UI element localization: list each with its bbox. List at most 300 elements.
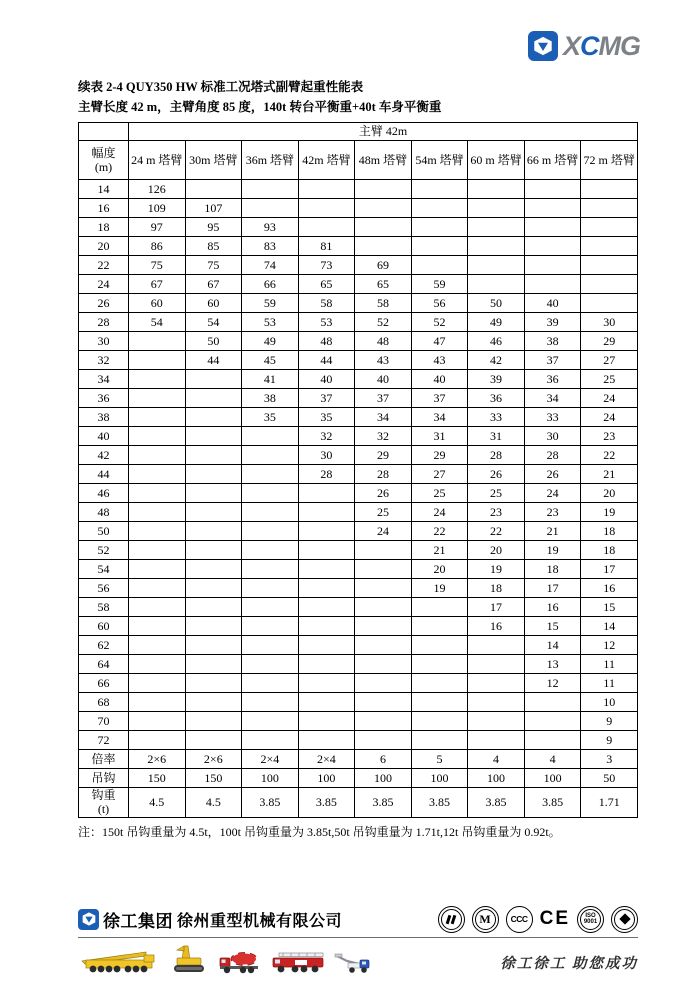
load-cell: 37	[355, 389, 412, 408]
row-label: 48	[79, 503, 129, 522]
load-cell: 22	[581, 446, 638, 465]
xcmg-emblem-icon	[528, 31, 558, 61]
load-cell: 28	[524, 446, 581, 465]
load-cell: 9	[581, 731, 638, 750]
load-cell: 4.5	[129, 788, 186, 818]
company-logo-text: 徐工集团	[103, 911, 173, 931]
footnote: 注：150t 吊钩重量为 4.5t，100t 吊钩重量为 3.85t,50t 吊钩重量为 1.71t,12t 吊钩重量为 0.92t。	[78, 825, 561, 839]
load-cell: 17	[468, 598, 525, 617]
load-cell	[581, 199, 638, 218]
load-cell	[468, 636, 525, 655]
load-cell: 69	[355, 256, 412, 275]
column-header: 36m 塔臂	[242, 141, 299, 180]
load-cell	[468, 731, 525, 750]
load-cell	[355, 598, 412, 617]
load-cell: 52	[355, 313, 412, 332]
load-cell: 18	[524, 560, 581, 579]
company-block	[78, 907, 342, 932]
xcmg-emblem-small-icon	[78, 909, 99, 930]
column-header: 66 m 塔臂	[524, 141, 581, 180]
load-cell	[355, 693, 412, 712]
load-cell	[242, 180, 299, 199]
load-cell	[411, 199, 468, 218]
load-cell	[355, 674, 412, 693]
load-cell	[355, 655, 412, 674]
table-row	[79, 484, 638, 503]
load-cell	[185, 180, 242, 199]
load-cell	[468, 199, 525, 218]
load-cell: 2×6	[129, 750, 186, 769]
mixer-truck-image	[218, 944, 262, 976]
load-cell: 16	[524, 598, 581, 617]
load-cell	[581, 218, 638, 237]
load-cell	[468, 256, 525, 275]
load-cell: 50	[468, 294, 525, 313]
load-cell	[129, 636, 186, 655]
load-cell	[468, 693, 525, 712]
load-cell: 54	[185, 313, 242, 332]
load-cell	[242, 693, 299, 712]
load-cell	[242, 674, 299, 693]
table-row	[79, 237, 638, 256]
load-cell: 44	[298, 351, 355, 370]
load-cell	[581, 294, 638, 313]
load-cell: 23	[524, 503, 581, 522]
load-cell	[185, 560, 242, 579]
load-cell: 3.85	[411, 788, 468, 818]
load-cell	[524, 180, 581, 199]
row-label: 14	[79, 180, 129, 199]
load-cell: 5	[411, 750, 468, 769]
load-cell: 2×4	[242, 750, 299, 769]
load-cell	[185, 655, 242, 674]
load-cell: 81	[298, 237, 355, 256]
load-cell: 31	[411, 427, 468, 446]
table-row	[79, 446, 638, 465]
load-cell	[298, 674, 355, 693]
load-cell: 126	[129, 180, 186, 199]
load-cell: 12	[524, 674, 581, 693]
load-cell	[185, 465, 242, 484]
load-cell	[524, 712, 581, 731]
load-cell: 43	[411, 351, 468, 370]
load-cell: 17	[581, 560, 638, 579]
load-cell: 48	[355, 332, 412, 351]
table-row	[79, 579, 638, 598]
load-cell	[185, 712, 242, 731]
load-cell: 16	[468, 617, 525, 636]
load-cell: 11	[581, 674, 638, 693]
load-cell: 100	[355, 769, 412, 788]
table-row	[79, 731, 638, 750]
table-row	[79, 332, 638, 351]
load-cell: 18	[581, 541, 638, 560]
load-cell: 4	[524, 750, 581, 769]
load-cell: 24	[524, 484, 581, 503]
load-cell	[185, 731, 242, 750]
table-row	[79, 351, 638, 370]
load-cell: 6	[355, 750, 412, 769]
load-cell	[185, 389, 242, 408]
load-cell: 25	[411, 484, 468, 503]
load-cell	[298, 655, 355, 674]
load-cell: 22	[411, 522, 468, 541]
load-cell	[129, 712, 186, 731]
row-label: 72	[79, 731, 129, 750]
load-cell: 83	[242, 237, 299, 256]
load-cell	[298, 522, 355, 541]
wordmark-mg: MG	[598, 31, 641, 61]
load-cell	[185, 370, 242, 389]
load-cell: 21	[411, 541, 468, 560]
load-cell: 74	[242, 256, 299, 275]
load-cell: 40	[411, 370, 468, 389]
load-cell: 3.85	[355, 788, 412, 818]
load-cell	[129, 598, 186, 617]
load-cell: 75	[129, 256, 186, 275]
load-cell: 67	[129, 275, 186, 294]
table-row	[79, 674, 638, 693]
load-cell: 20	[411, 560, 468, 579]
load-cell	[129, 731, 186, 750]
load-cell	[298, 560, 355, 579]
load-cell	[185, 446, 242, 465]
load-cell: 36	[524, 370, 581, 389]
load-cell: 3.85	[298, 788, 355, 818]
load-cell: 24	[581, 408, 638, 427]
load-cell	[129, 617, 186, 636]
load-cell	[468, 655, 525, 674]
load-cell	[298, 199, 355, 218]
load-cell	[581, 237, 638, 256]
load-cell	[298, 218, 355, 237]
load-cell: 24	[411, 503, 468, 522]
load-cell	[185, 503, 242, 522]
export-quality-seal-icon	[438, 906, 465, 933]
table-row	[79, 560, 638, 579]
table-row	[79, 788, 638, 818]
load-cell: 3.85	[242, 788, 299, 818]
load-cell	[242, 598, 299, 617]
load-cell: 22	[468, 522, 525, 541]
load-cell: 53	[298, 313, 355, 332]
column-header: 72 m 塔臂	[581, 141, 638, 180]
load-cell: 109	[129, 199, 186, 218]
table-row	[79, 769, 638, 788]
load-cell	[298, 503, 355, 522]
table-row	[79, 218, 638, 237]
load-cell	[185, 541, 242, 560]
load-cell	[242, 427, 299, 446]
m-certification-seal-icon	[472, 906, 499, 933]
load-cell: 59	[411, 275, 468, 294]
table-row	[79, 750, 638, 769]
load-cell	[411, 237, 468, 256]
load-cell: 32	[355, 427, 412, 446]
load-cell: 19	[468, 560, 525, 579]
xcmg-wordmark	[563, 31, 640, 61]
load-cell	[185, 598, 242, 617]
row-label: 40	[79, 427, 129, 446]
load-cell: 26	[524, 465, 581, 484]
table-row	[79, 408, 638, 427]
load-cell: 39	[468, 370, 525, 389]
load-cell: 40	[524, 294, 581, 313]
load-cell: 59	[242, 294, 299, 313]
load-cell	[411, 712, 468, 731]
table-row	[79, 275, 638, 294]
seal-mark	[446, 914, 456, 924]
ccc-mark-icon	[506, 906, 533, 933]
row-label: 70	[79, 712, 129, 731]
load-cell	[129, 427, 186, 446]
load-cell	[298, 693, 355, 712]
table-row	[79, 199, 638, 218]
footer-divider	[78, 937, 638, 938]
table-row	[79, 465, 638, 484]
seal-ring	[580, 909, 601, 930]
load-cell: 34	[355, 408, 412, 427]
load-cell: 14	[524, 636, 581, 655]
load-cell: 49	[242, 332, 299, 351]
corner-cell	[79, 123, 129, 141]
table-row	[79, 503, 638, 522]
column-header: 42m 塔臂	[298, 141, 355, 180]
load-cell	[242, 199, 299, 218]
load-cell: 43	[355, 351, 412, 370]
load-cell: 29	[581, 332, 638, 351]
load-cell	[298, 579, 355, 598]
load-cell	[468, 275, 525, 294]
load-cell	[185, 522, 242, 541]
load-cell: 28	[298, 465, 355, 484]
load-cell: 100	[411, 769, 468, 788]
load-cell: 1.71	[581, 788, 638, 818]
load-cell: 60	[185, 294, 242, 313]
load-cell: 25	[355, 503, 412, 522]
table-row	[79, 636, 638, 655]
load-cell	[524, 237, 581, 256]
table-row	[79, 541, 638, 560]
load-cell	[411, 256, 468, 275]
row-label: 24	[79, 275, 129, 294]
load-cell	[242, 446, 299, 465]
row-label: 18	[79, 218, 129, 237]
load-cell	[298, 731, 355, 750]
main-boom-span-header: 主臂 42m	[129, 123, 638, 141]
row-label: 钩重 (t)	[79, 788, 129, 818]
brand-slogan: 徐工徐工 助您成功	[500, 956, 638, 972]
load-cell: 19	[411, 579, 468, 598]
load-cell: 13	[524, 655, 581, 674]
load-cell: 20	[468, 541, 525, 560]
load-cell: 73	[298, 256, 355, 275]
load-cell	[355, 180, 412, 199]
row-label: 34	[79, 370, 129, 389]
load-cell: 37	[411, 389, 468, 408]
load-cell	[355, 617, 412, 636]
load-cell	[298, 484, 355, 503]
load-cell: 20	[581, 484, 638, 503]
load-cell: 47	[411, 332, 468, 351]
row-label: 36	[79, 389, 129, 408]
load-cell: 2×6	[185, 750, 242, 769]
load-cell	[242, 617, 299, 636]
load-cell: 39	[524, 313, 581, 332]
row-label: 44	[79, 465, 129, 484]
table-body	[79, 180, 638, 818]
load-cell: 44	[185, 351, 242, 370]
table-row	[79, 693, 638, 712]
load-cell	[524, 693, 581, 712]
table-row	[79, 313, 638, 332]
load-cell: 75	[185, 256, 242, 275]
load-cell: 100	[242, 769, 299, 788]
load-cell	[298, 541, 355, 560]
row-label: 20	[79, 237, 129, 256]
load-cell	[298, 636, 355, 655]
row-label: 30	[79, 332, 129, 351]
load-cell	[411, 218, 468, 237]
row-label: 54	[79, 560, 129, 579]
load-cell	[129, 693, 186, 712]
load-cell	[468, 674, 525, 693]
load-cell	[468, 237, 525, 256]
load-cell: 45	[242, 351, 299, 370]
load-cell: 27	[581, 351, 638, 370]
load-cell: 3.85	[468, 788, 525, 818]
load-cell	[524, 731, 581, 750]
load-cell	[355, 237, 412, 256]
load-chart-table	[78, 122, 638, 818]
load-cell: 60	[129, 294, 186, 313]
load-cell	[411, 617, 468, 636]
row-label: 50	[79, 522, 129, 541]
load-cell	[242, 655, 299, 674]
table-row	[79, 655, 638, 674]
column-header: 30m 塔臂	[185, 141, 242, 180]
load-cell: 49	[468, 313, 525, 332]
load-cell: 24	[355, 522, 412, 541]
load-cell	[524, 218, 581, 237]
load-cell	[129, 465, 186, 484]
product-images	[80, 944, 374, 976]
load-cell	[129, 541, 186, 560]
load-cell	[524, 256, 581, 275]
load-cell: 100	[468, 769, 525, 788]
load-cell	[129, 408, 186, 427]
load-cell: 19	[581, 503, 638, 522]
row-label: 26	[79, 294, 129, 313]
load-cell: 34	[411, 408, 468, 427]
load-cell	[355, 218, 412, 237]
load-cell	[129, 446, 186, 465]
load-cell	[355, 731, 412, 750]
load-cell: 56	[411, 294, 468, 313]
column-header: 48m 塔臂	[355, 141, 412, 180]
load-cell	[185, 408, 242, 427]
load-cell: 58	[298, 294, 355, 313]
row-label: 22	[79, 256, 129, 275]
load-cell	[411, 655, 468, 674]
load-cell	[129, 332, 186, 351]
wordmark-x: X	[563, 31, 581, 61]
amplitude-header: 幅度 (m)	[79, 141, 129, 180]
load-cell: 29	[355, 446, 412, 465]
ce-mark-icon	[540, 908, 570, 930]
load-cell: 50	[581, 769, 638, 788]
load-cell: 10	[581, 693, 638, 712]
page-title: 续表 2-4 QUY350 HW 标准工况塔式副臂起重性能表	[78, 80, 364, 94]
load-cell	[468, 712, 525, 731]
load-cell: 15	[581, 598, 638, 617]
load-cell	[129, 579, 186, 598]
load-cell: 33	[524, 408, 581, 427]
load-cell: 107	[185, 199, 242, 218]
load-cell	[411, 674, 468, 693]
load-cell: 150	[129, 769, 186, 788]
load-cell: 100	[298, 769, 355, 788]
load-cell	[524, 199, 581, 218]
load-cell	[242, 579, 299, 598]
table-row	[79, 370, 638, 389]
load-cell: 100	[524, 769, 581, 788]
row-label: 68	[79, 693, 129, 712]
load-cell	[185, 693, 242, 712]
load-cell: 53	[242, 313, 299, 332]
xcmg-logo	[528, 31, 640, 61]
load-cell	[185, 636, 242, 655]
load-cell	[524, 275, 581, 294]
load-cell: 19	[524, 541, 581, 560]
table-row	[79, 522, 638, 541]
load-cell: 26	[355, 484, 412, 503]
row-label: 吊钩	[79, 769, 129, 788]
load-cell: 33	[468, 408, 525, 427]
row-label: 52	[79, 541, 129, 560]
load-cell: 66	[242, 275, 299, 294]
load-cell: 18	[468, 579, 525, 598]
load-cell	[411, 598, 468, 617]
load-cell: 40	[355, 370, 412, 389]
load-cell: 14	[581, 617, 638, 636]
load-cell	[242, 522, 299, 541]
row-label: 46	[79, 484, 129, 503]
aerial-platform-truck-image	[334, 944, 374, 976]
certification-badges	[438, 906, 638, 933]
load-cell: 46	[468, 332, 525, 351]
load-cell	[185, 484, 242, 503]
load-cell: 29	[411, 446, 468, 465]
column-header: 24 m 塔臂	[129, 141, 186, 180]
table-row	[79, 598, 638, 617]
load-cell: 35	[242, 408, 299, 427]
load-cell	[242, 731, 299, 750]
row-label: 56	[79, 579, 129, 598]
load-cell: 23	[468, 503, 525, 522]
wordmark-c: C	[580, 31, 599, 61]
load-cell	[185, 579, 242, 598]
row-label: 58	[79, 598, 129, 617]
load-cell: 21	[524, 522, 581, 541]
load-cell: 21	[581, 465, 638, 484]
load-cell: 65	[355, 275, 412, 294]
row-label: 16	[79, 199, 129, 218]
load-cell: 58	[355, 294, 412, 313]
load-cell	[129, 522, 186, 541]
load-cell: 54	[129, 313, 186, 332]
table-row	[79, 256, 638, 275]
